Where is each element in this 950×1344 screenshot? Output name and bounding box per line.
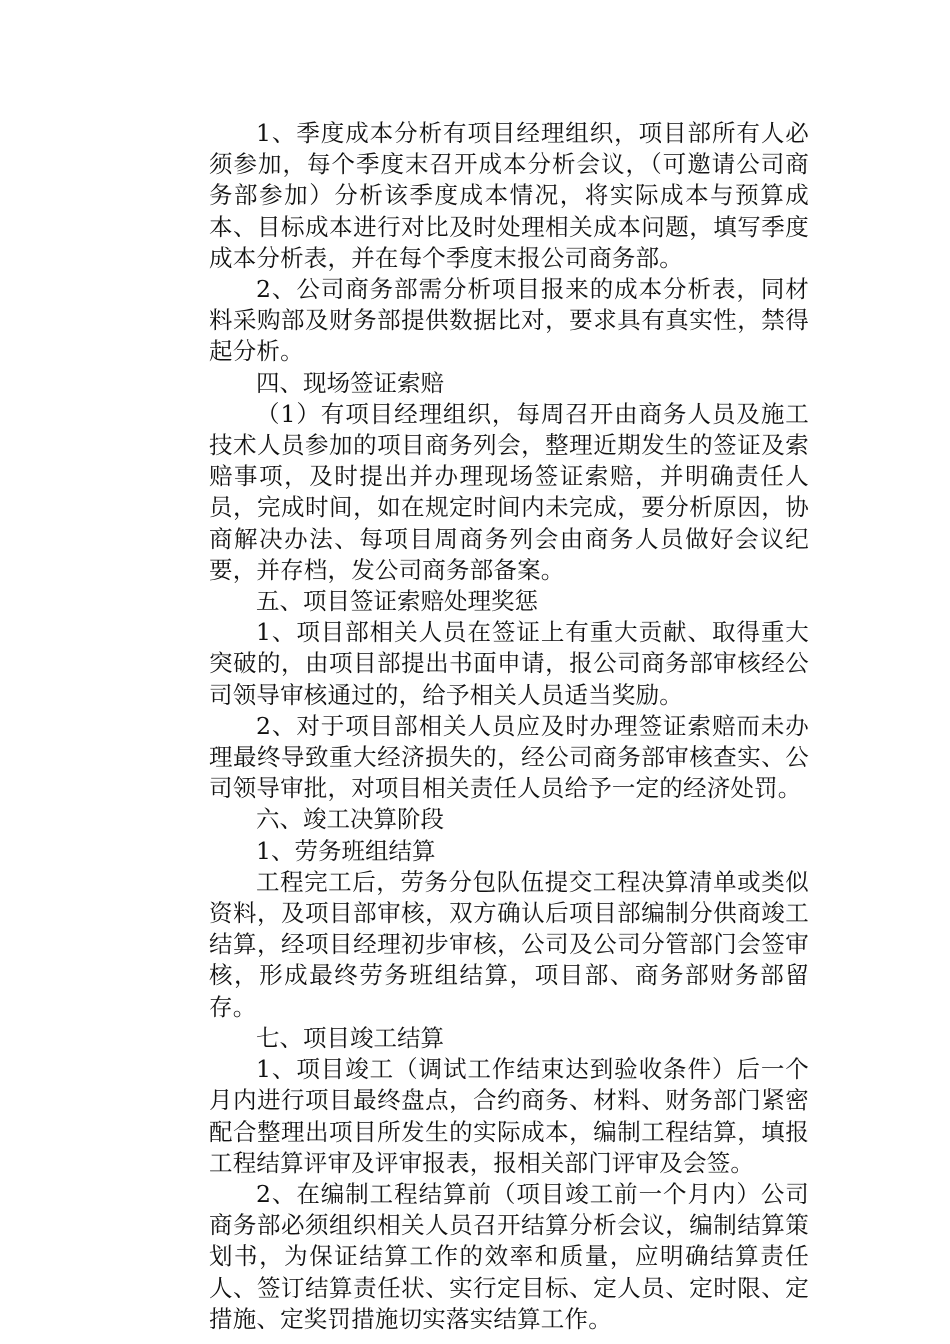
section-heading-4: 四、现场签证索赔: [256, 368, 444, 397]
section-heading-7: 七、项目竣工结算: [256, 1023, 444, 1052]
paragraph-cost-analysis-2: 2、公司商务部需分析项目报来的成本分析表，同材料采购部及财务部提供数据比对，要求具有真实性，禁得起分析。: [209, 275, 809, 366]
paragraph-final-settlement-1: 1、项目竣工（调试工作结束达到验收条件）后一个月内进行项目最终盘点，合约商务、材料、财务部门紧密配合整理出项目所发生的实际成本，编制工程结算，填报工程结算评审及评审报表，报相关部门评审及会签。: [209, 1055, 809, 1177]
subheading-labor-settlement: 1、劳务班组结算: [256, 836, 436, 865]
section-heading-6: 六、竣工决算阶段: [256, 805, 444, 834]
document-body: [209, 118, 809, 1335]
paragraph-cost-analysis-1: 1、季度成本分析有项目经理组织，项目部所有人必须参加，每个季度末召开成本分析会议，（可邀请公司商务部参加）分析该季度成本情况，将实际成本与预算成本、目标成本进行对比及时处理相关成本问题，填写季度成本分析表，并在每个季度末报公司商务部。: [209, 119, 809, 272]
paragraph-site-visa-claim: （1）有项目经理组织，每周召开由商务人员及施工技术人员参加的项目商务列会，整理近期发生的签证及索赔事项，及时提出并办理现场签证索赔，并明确责任人员，完成时间，如在规定时间内未完成，要分析原因，协商解决办法、每项目周商务列会由商务人员做好会议纪要，并存档，发公司商务部备案。: [209, 399, 809, 584]
paragraph-final-settlement-2: 2、在编制工程结算前（项目竣工前一个月内）公司商务部必须组织相关人员召开结算分析会议，编制结算策划书，为保证结算工作的效率和质量，应明确结算责任人、签订结算责任状、实行定目标、定人员、定时限、定措施、定奖罚措施切实落实结算工作。: [209, 1179, 809, 1333]
paragraph-penalty: 2、对于项目部相关人员应及时办理签证索赔而未办理最终导致重大经济损失的，经公司商务部审核查实、公司领导审批，对项目相关责任人员给予一定的经济处罚。: [209, 711, 809, 803]
paragraph-reward: 1、项目部相关人员在签证上有重大贡献、取得重大突破的，由项目部提出书面申请，报公司商务部审核经公司领导审核通过的，给予相关人员适当奖励。: [209, 618, 809, 709]
section-heading-5: 五、项目签证索赔处理奖惩: [256, 587, 538, 616]
paragraph-labor-settlement: 工程完工后，劳务分包队伍提交工程决算清单或类似资料，及项目部审核，双方确认后项目部编制分供商竣工结算，经项目经理初步审核，公司及公司分管部门会签审核，形成最终劳务班组结算，项目部、商务部财务部留存。: [209, 867, 809, 1021]
